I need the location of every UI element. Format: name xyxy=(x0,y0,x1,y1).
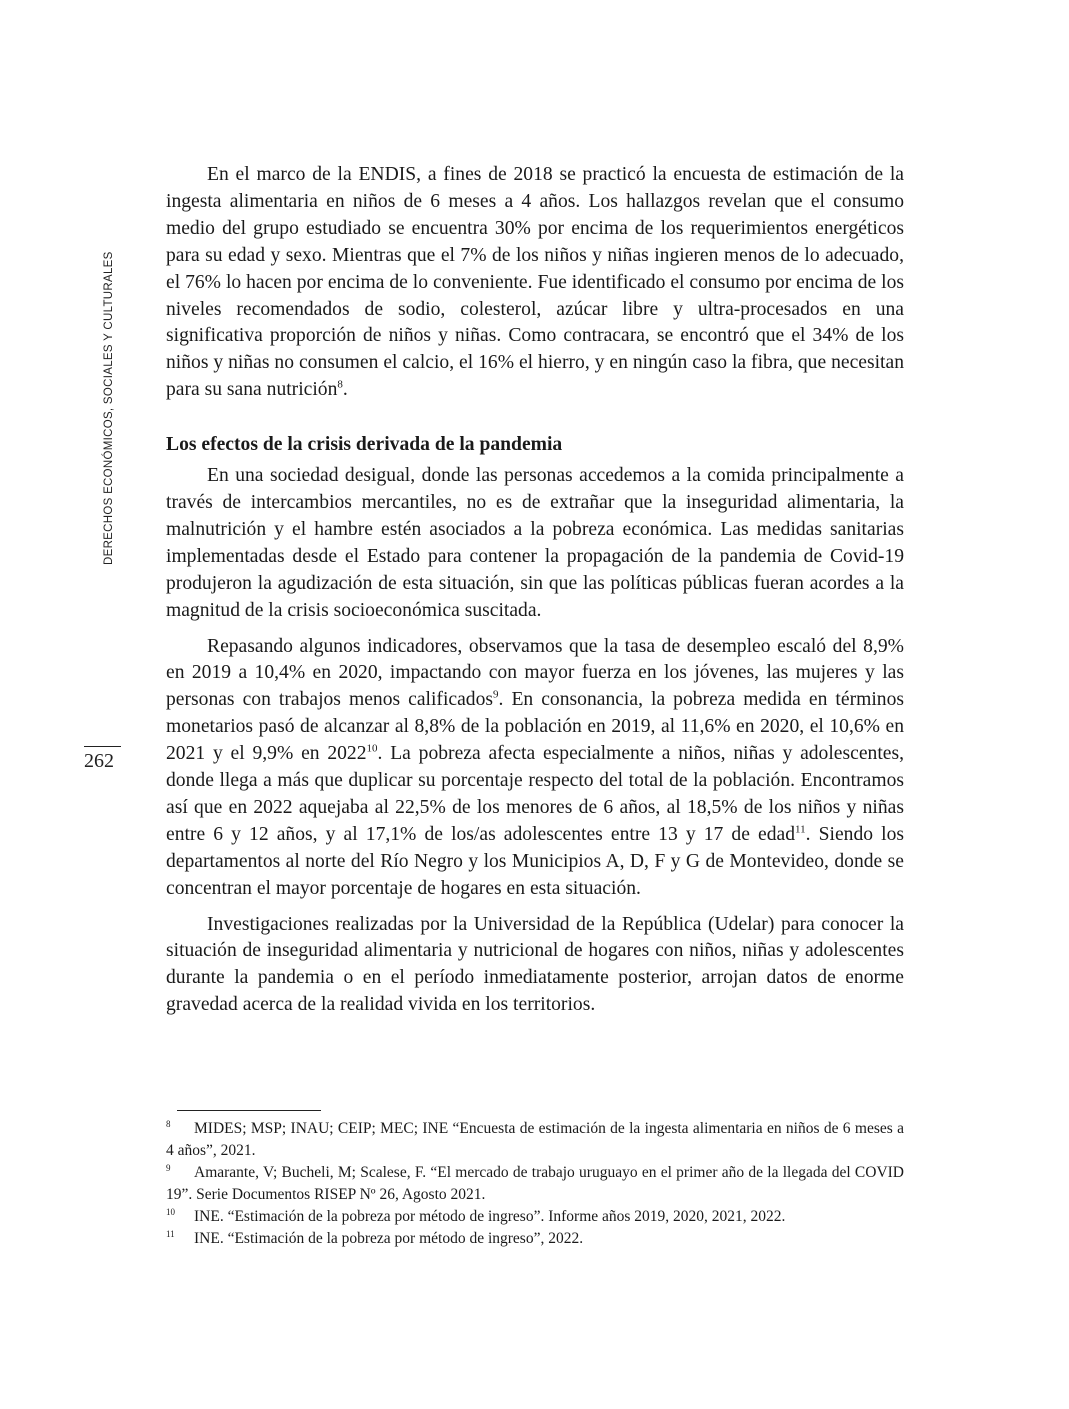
paragraph-udelar xyxy=(166,912,904,1020)
footnote-text: INE. “Estimación de la pobreza por método de ingreso”, 2022. xyxy=(194,1230,584,1247)
paragraph-text: En una sociedad desigual, donde las personas accedemos a la comida principalmente a través de intercambios mercantiles, no es de extrañar que la inseguridad alimentaria, la malnutrición y el hambre estén asociados a la pobreza económica. Las medidas sanitarias implementadas desde el Estado para contener la propagación de la pandemia de Covid-19 produjeron la agudización de esta situación, sin que las políticas públicas fueran acordes a la magnitud de la crisis socioeconómica suscitada. xyxy=(166,465,904,621)
paragraph-text: Investigaciones realizadas por la Universidad de la República (Udelar) para conocer la situación de inseguridad alimentaria y nutricional de hogares con niños, niñas y adolescentes durante la pandemia o en el período inmediatamente posterior, arrojan datos de enorme gravedad acerca de la realidad vivida en los territorios. xyxy=(166,913,904,1016)
footnote: 10 INE. “Estimación de la pobreza por método de ingreso”. Informe años 2019, 2020, 2021, 2022. xyxy=(166,1206,786,1225)
page-number: 262 xyxy=(84,750,114,772)
paragraph-text: Repasando algunos indicadores, observamos que la tasa de desempleo escaló del 8,9% en 2019 a 10,4% en 2020, impactando con mayor fuerza en los jóvenes, las mujeres y las personas con trabajos menos calificados xyxy=(166,635,904,711)
paragraph-text: . xyxy=(342,379,348,401)
footnote-ref[interactable]: 9 xyxy=(493,688,499,701)
footnote: 11 INE. “Estimación de la pobreza por método de ingreso”, 2022. xyxy=(166,1228,584,1247)
paragraph-text: . Siendo los departamentos al norte del Río Negro y los Municipios A, D, F y G de Montevideo, donde se concentran el mayor porcentaje de hogares en esta situación. xyxy=(166,823,904,899)
footnote-ref[interactable]: 11 xyxy=(795,823,806,836)
paragraph-text: . En consonancia, la pobreza medida en términos monetarios pasó de alcanzar al 8,8% de la población en 2019, al 11,6% en 2020, el 10,6% en 2021 y el 9,9% en 2022 xyxy=(166,689,904,765)
footnotes xyxy=(166,1118,904,1250)
footnote-separator xyxy=(177,1110,321,1111)
paragraph-text: En el marco de la ENDIS, a fines de 2018 se practicó la encuesta de estimación de la ingesta alimentaria en niños de 6 meses a 4 años. Los hallazgos revelan que el consumo medio del grupo estudiado se encuentra 30% por encima de los requerimientos energéticos para su edad y sexo. Mientras que el 7% de los niños y niñas ingieren menos de lo adecuado, el 76% lo hacen por encima de lo conveniente. Fue identificado el consumo por encima de los niveles recomendados de sodio, colesterol, azúcar libre y ultra-procesados en una significativa proporción de niños y niñas. Como contracara, se encontró que el 34% de los niños y niñas no consumen el calcio, el 16% el hierro, y en ningún caso la fibra, que necesitan para su sana nutrición xyxy=(166,164,904,401)
paragraph-pandemic xyxy=(166,463,904,624)
footnote-text: INE. “Estimación de la pobreza por método de ingreso”. Informe años 2019, 2020, 2021, 2022. xyxy=(194,1208,786,1225)
footnote: 9 Amarante, V; Bucheli, M; Scalese, F. “El mercado de trabajo uruguayo en el primer año de la llegada del COVID 19”. Serie Documentos RISEP Nº 26, Agosto 2021. xyxy=(166,1162,904,1203)
footnote-text: MIDES; MSP; INAU; CEIP; MEC; INE “Encuesta de estimación de la ingesta alimentaria en niños de 6 meses a 4 años”, 2021. xyxy=(166,1120,904,1159)
running-head: DERECHOS ECONÓMICOS, SOCIALES Y CULTURALES xyxy=(103,251,115,565)
footnote-ref[interactable]: 10 xyxy=(366,742,378,755)
paragraph-text: . La pobreza afecta especialmente a niños, niñas y adolescentes, donde llega a más que duplicar su porcentaje respecto del total de la población. Encontramos así que en 2022 aquejaba al 22,5% de los menores de 6 años, al 18,5% de los niños y niñas entre 6 y 12 años, y al 17,1% de los/as adolescentes entre 13 y 17 de edad xyxy=(166,743,904,845)
main-text xyxy=(166,162,904,1028)
footnote-text: Amarante, V; Bucheli, M; Scalese, F. “El mercado de trabajo uruguayo en el primer año de la llegada del COVID 19”. Serie Documentos RISEP Nº 26, Agosto 2021. xyxy=(166,1164,904,1203)
paragraph-endis xyxy=(166,162,904,404)
footnote: 8 MIDES; MSP; INAU; CEIP; MEC; INE “Encuesta de estimación de la ingesta alimentaria en niños de 6 meses a 4 años”, 2021. xyxy=(166,1118,904,1159)
page-number-rule xyxy=(84,746,121,747)
footnote-ref[interactable]: 8 xyxy=(337,378,343,391)
paragraph-indicators xyxy=(166,634,904,903)
section-heading: Los efectos de la crisis derivada de la pandemia xyxy=(166,434,563,456)
